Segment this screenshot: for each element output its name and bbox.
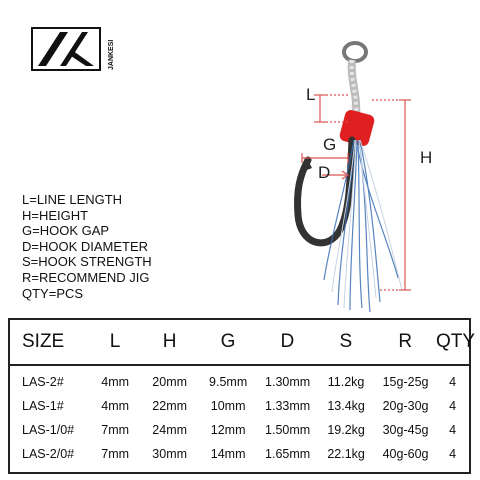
cell-s: 13.4kg — [327, 399, 365, 413]
header-qty: QTY — [435, 331, 476, 352]
cell-r: 15g-25g — [382, 375, 429, 389]
legend-item: S=HOOK STRENGTH — [22, 254, 152, 270]
cell-s: 11.2kg — [327, 375, 365, 389]
cell-h: 30mm — [152, 447, 188, 461]
cell-qty: 4 — [449, 375, 457, 389]
cell-r: 30g-45g — [382, 423, 429, 437]
spec-table — [8, 318, 476, 474]
cell-h: 22mm — [152, 399, 188, 413]
cell-g: 14mm — [210, 447, 246, 461]
label-G: G — [323, 135, 337, 154]
header-r: R — [398, 331, 413, 352]
cell-qty: 4 — [449, 447, 457, 461]
cell-h: 20mm — [152, 375, 188, 389]
legend-item: L=LINE LENGTH — [22, 192, 123, 207]
cell-d: 1.50mm — [265, 423, 311, 437]
header-s: S — [339, 331, 353, 352]
cell-l: 7mm — [101, 447, 130, 461]
header-g: G — [220, 331, 236, 352]
cell-h: 24mm — [152, 423, 188, 437]
table-row — [10, 418, 469, 442]
cell-s: 19.2kg — [327, 423, 365, 437]
cell-g: 12mm — [210, 423, 246, 437]
cell-s: 22.1kg — [327, 447, 365, 461]
table-row — [10, 370, 469, 394]
table-row — [10, 442, 469, 466]
label-D: D — [318, 163, 331, 182]
cell-d: 1.65mm — [265, 447, 311, 461]
header-size: SIZE — [22, 331, 65, 352]
cell-r: 20g-30g — [382, 399, 429, 413]
cell-r: 40g-60g — [382, 447, 429, 461]
brand-logo — [30, 26, 102, 72]
cell-g: 9.5mm — [209, 375, 248, 389]
cell-size: LAS-2/0# — [22, 447, 75, 461]
cell-d: 1.30mm — [265, 375, 311, 389]
table-row — [10, 394, 469, 418]
hook-shank — [297, 140, 352, 243]
legend-item: G=HOOK GAP — [22, 223, 110, 239]
cell-size: LAS-1/0# — [22, 423, 75, 437]
cell-size: LAS-2# — [22, 375, 64, 389]
cell-l: 7mm — [101, 423, 130, 437]
legend-item: D=HOOK DIAMETER — [22, 238, 149, 254]
cell-g: 10mm — [210, 399, 246, 413]
label-H: H — [420, 148, 433, 167]
cell-qty: 4 — [449, 399, 457, 413]
legend-item: QTY=PCS — [22, 285, 84, 301]
header-l: L — [109, 331, 121, 352]
brand-tag: JANKESI — [108, 39, 115, 70]
abbreviation-legend — [22, 192, 152, 301]
header-h: H — [162, 331, 177, 352]
cell-d: 1.33mm — [265, 399, 311, 413]
cell-l: 4mm — [101, 375, 130, 389]
table-header — [10, 320, 476, 366]
header-d: D — [280, 331, 295, 352]
table-body — [10, 366, 469, 472]
cell-l: 4mm — [101, 399, 130, 413]
legend-item: H=HEIGHT — [22, 207, 89, 223]
cell-size: LAS-1# — [22, 399, 64, 413]
hook-illustration — [280, 40, 480, 330]
legend-item: R=RECOMMEND JIG — [22, 269, 150, 285]
label-L: L — [306, 85, 316, 104]
red-binding — [338, 109, 375, 148]
cell-qty: 4 — [449, 423, 457, 437]
